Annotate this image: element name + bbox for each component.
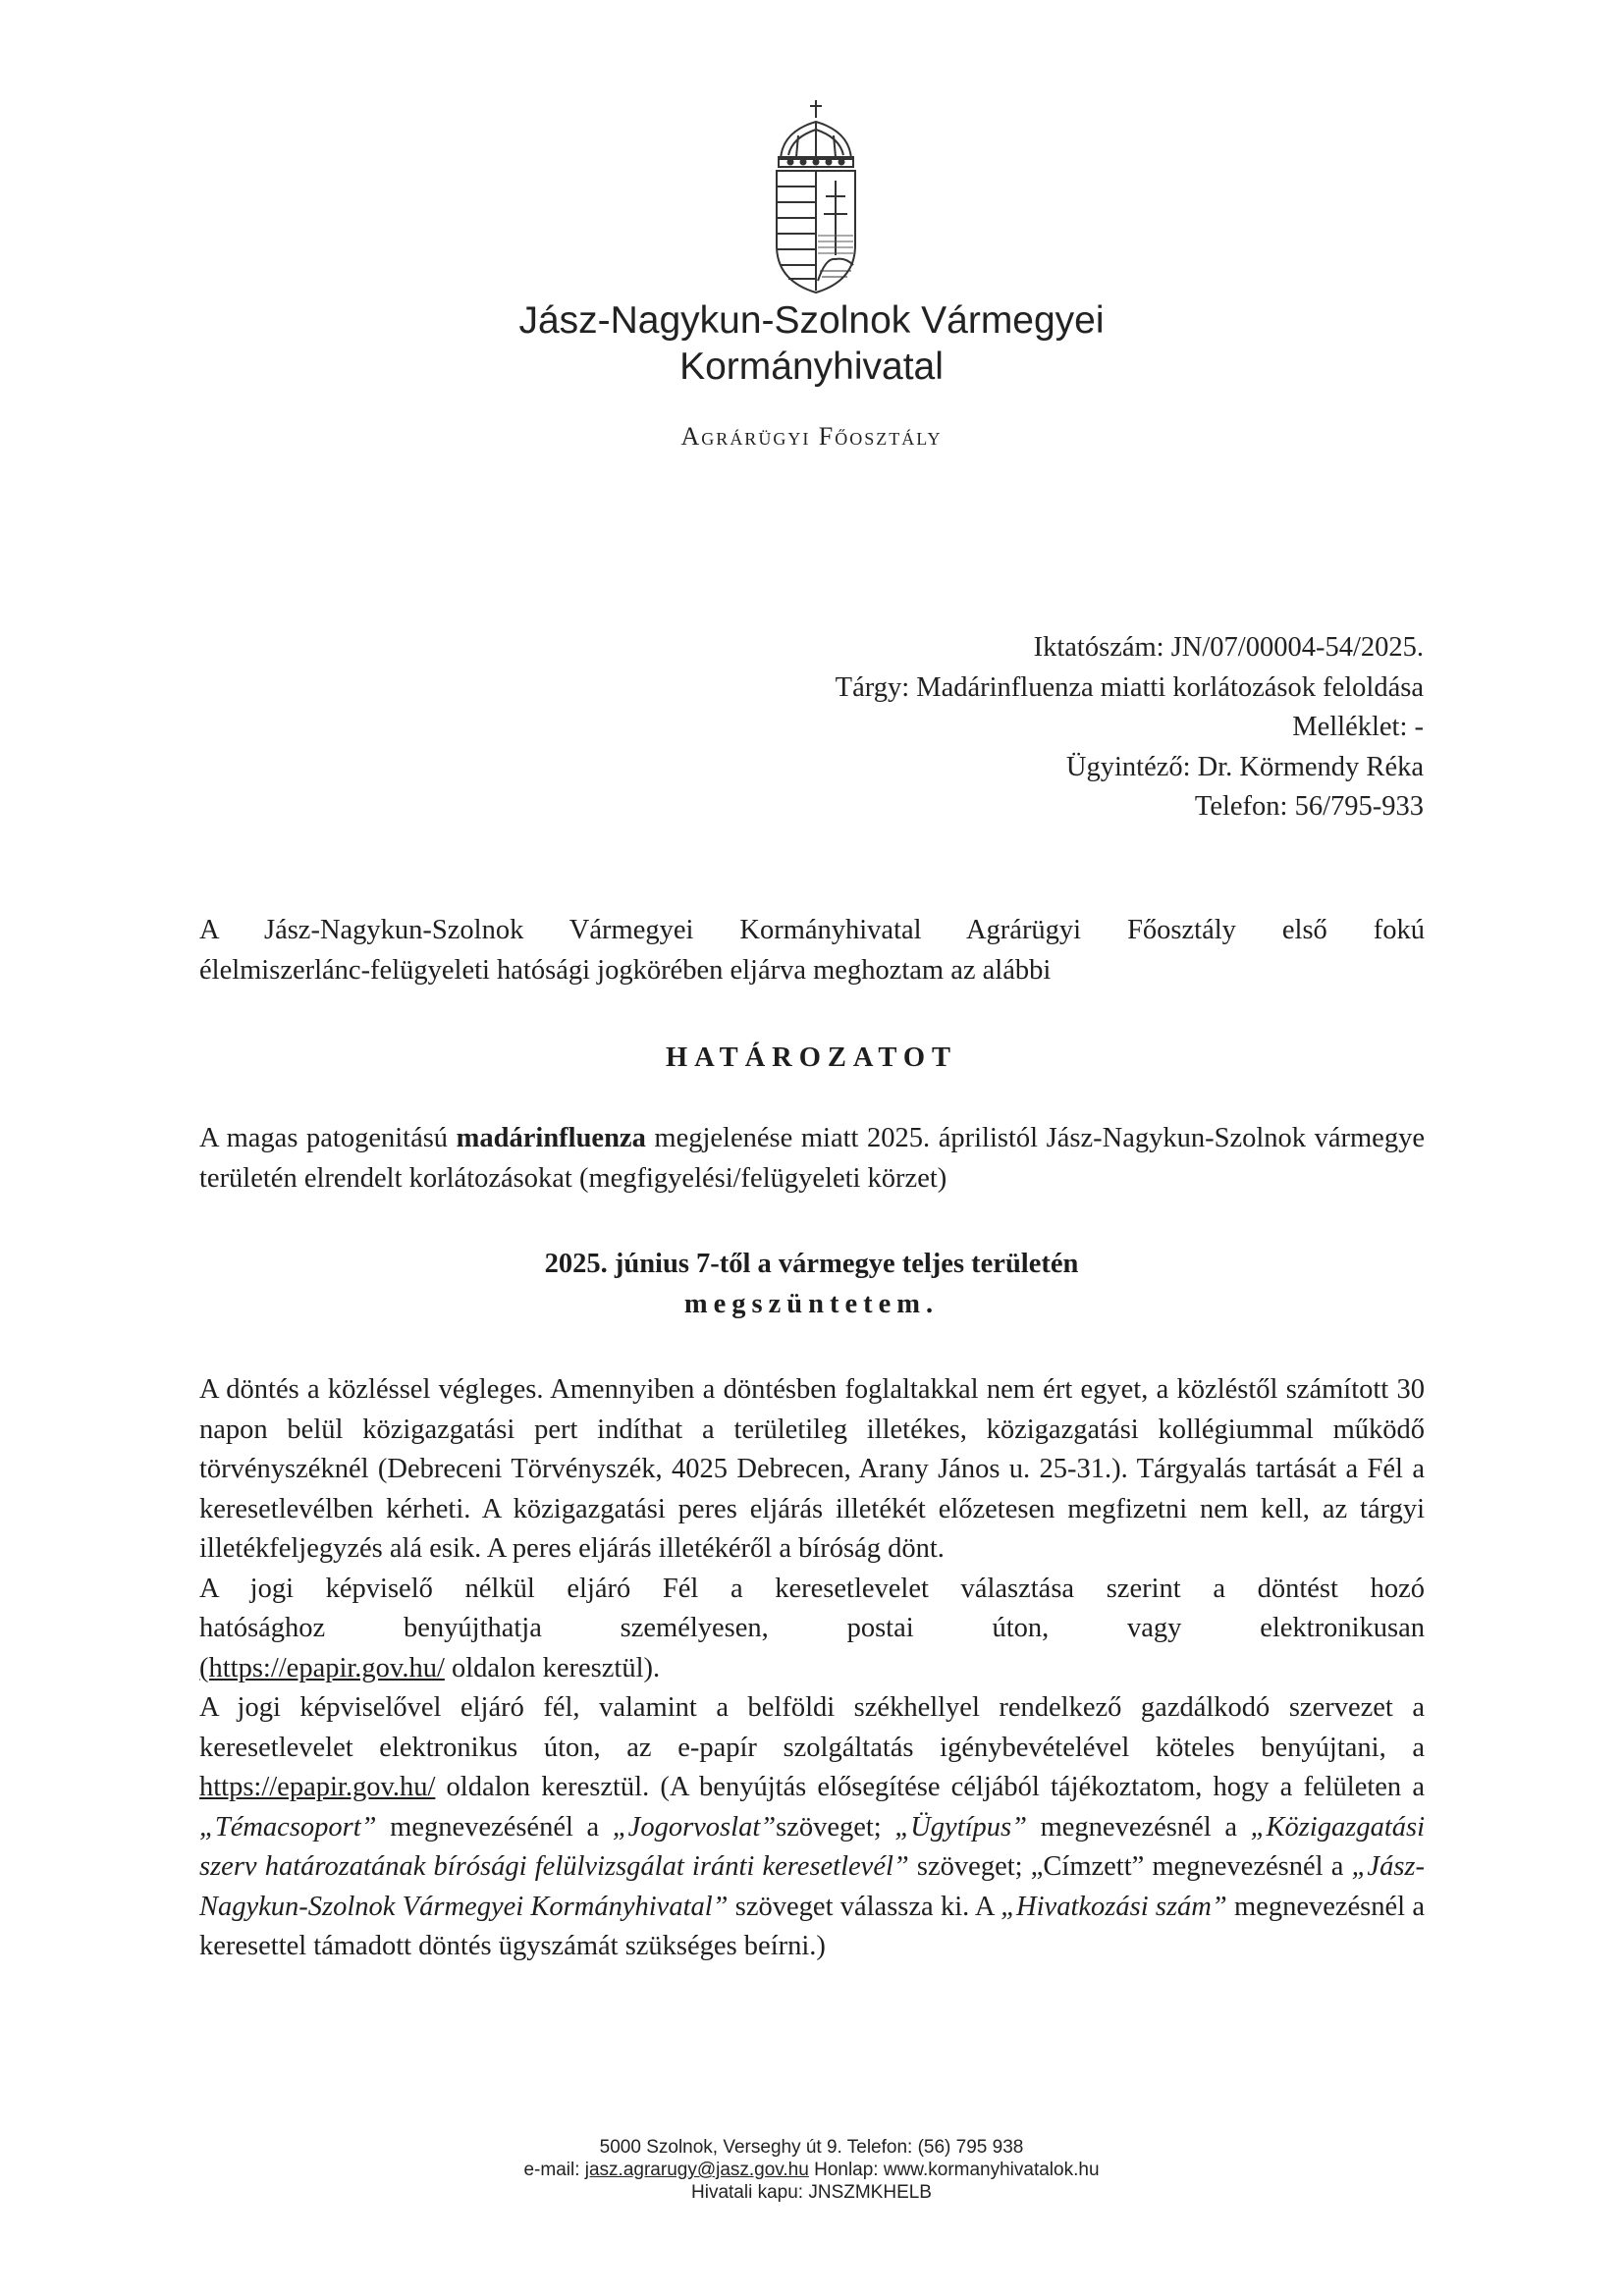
epapir-link-2[interactable]: https://epapir.gov.hu/ <box>199 1772 436 1802</box>
footer-address: 5000 Szolnok, Verseghy út 9. Telefon: (56) 795 938 <box>599 2137 1024 2158</box>
remedy-p2-tail: oldalon keresztül). <box>444 1652 661 1683</box>
remedy-p2-line2: hatósághoz benyújthatja személyesen, postai úton, vagy elektronikusan <box>199 1613 1425 1643</box>
decision-title: HATÁROZATOT <box>665 1042 958 1073</box>
field-name-temacsoport: „Témacsoport” <box>199 1811 377 1842</box>
legal-remedy-section <box>199 1370 1425 1967</box>
remedy-paragraph-1: A döntés a közléssel végleges. Amennyiben a döntésben foglaltakkal nem ért egyet, a közléstől számított 30 napon belül közigazgatási pert indíthat a területileg illetékes, közigazgatási kollégiummal működő törvényszéknél (Debreceni Törvényszék, 4025 Debrecen, Arany János u. 25-31.). Tárgyalás tartását a Fél a keresetlevélben kérheti. A közigazgatási peres eljárás illetékét előzetesen megfizetni nem kell, az tárgyi illetékfeljegyzés alá esik. A peres eljárás illetékéről a bíróság dönt. <box>199 1374 1425 1564</box>
remedy-paragraph-3 <box>199 1688 1425 1967</box>
footer-gateway: Hivatali kapu: JNSZMKHELB <box>691 2182 932 2203</box>
decision-text-bold: madárinfluenza <box>456 1123 646 1153</box>
case-officer: Ügyintéző: Dr. Körmendy Réka <box>1065 751 1424 782</box>
field-name-ugytipus: „Ügytípus” <box>894 1811 1027 1842</box>
org-name-line1: Jász-Nagykun-Szolnok Vármegyei <box>518 299 1105 342</box>
decision-center-line2: megszüntetem. <box>683 1289 940 1319</box>
footer-contact <box>0 2159 1623 2181</box>
value-ugytipus: „Közigazgatási szerv határozatának bírósági felülvizsgálat iránti keresetlevél” <box>199 1811 1425 1882</box>
remedy-p3-text-g: szöveget válassza ki. A <box>728 1891 1001 1922</box>
remedy-p2-line1: A jogi képviselő nélkül eljáró Fél a keresetlevelet választása szerint a döntést hozó <box>199 1573 1425 1604</box>
decision-text-pre: A magas patogenitású <box>199 1123 457 1153</box>
footer <box>0 2136 1623 2204</box>
value-jogorvoslat: „Jogorvoslat” <box>612 1811 777 1842</box>
remedy-p3-text-f: szöveget; „Címzett” megnevezésnél a <box>908 1851 1352 1882</box>
footer-email-label: e-mail: <box>523 2160 585 2180</box>
value-cimzett: „Jász-Nagykun-Szolnok Vármegyei Kormányhivatal” <box>199 1851 1425 1922</box>
intro-line2: élelmiszerlánc-felügyeleti hatósági jogkörében eljárva meghoztam az alábbi <box>199 954 1052 986</box>
remedy-p3-text-e: megnevezésnél a <box>1026 1811 1251 1842</box>
coat-of-arms-icon <box>771 98 861 294</box>
intro-line1: A Jász-Nagykun-Szolnok Vármegyei Kormányhivatal Agrárügyi Főosztály első fokú <box>199 915 1425 945</box>
decision-center-line1: 2025. június 7-től a vármegye teljes területén <box>544 1249 1079 1279</box>
department-name: Agrárügyi Főosztály <box>680 422 943 451</box>
remedy-p3-text-a: A jogi képviselővel eljáró fél, valamint a belföldi székhellyel rendelkező gazdálkodó szervezet a keresetlevelet elektronikus úton, az e-papír szolgáltatás igénybevételével köteles benyújtani, a <box>199 1692 1425 1763</box>
decision-text-post: megjelenése miatt 2025. áprilistól Jász-Nagykun-Szolnok vármegye területén elrendelt korlátozásokat (megfigyelési/felügyeleti körzet) <box>199 1123 1425 1194</box>
footer-email-link[interactable]: jasz.agrarugy@jasz.gov.hu <box>584 2160 809 2180</box>
remedy-p3-text-d: szöveget; <box>776 1811 895 1842</box>
intro-paragraph <box>199 911 1425 990</box>
reference-block <box>836 628 1424 828</box>
attachment: Melléklet: - <box>1292 712 1424 742</box>
field-name-hivatkozasi-szam: „Hivatkozási szám” <box>1001 1891 1227 1922</box>
footer-website: Honlap: www.kormanyhivatalok.hu <box>808 2160 1100 2180</box>
phone: Telefon: 56/795-933 <box>1194 791 1424 822</box>
remedy-p3-text-b: oldalon keresztül. (A benyújtás elősegítése céljából tájékoztatom, hogy a felületen a <box>435 1772 1425 1802</box>
registry-number: Iktatószám: JN/07/00004-54/2025. <box>1033 632 1424 663</box>
remedy-p3-text-h: megnevezésnél a keresettel támadott döntés ügyszámát szükséges beírni.) <box>199 1891 1425 1961</box>
decision-paragraph <box>199 1119 1425 1199</box>
epapir-link-1[interactable]: (https://epapir.gov.hu/ <box>199 1652 445 1683</box>
remedy-paragraph-2 <box>199 1570 1425 1689</box>
org-name-line2: Kormányhivatal <box>679 346 944 388</box>
remedy-p3-text-c: megnevezésénél a <box>376 1811 613 1842</box>
subject: Tárgy: Madárinfluenza miatti korlátozások feloldása <box>835 671 1424 703</box>
